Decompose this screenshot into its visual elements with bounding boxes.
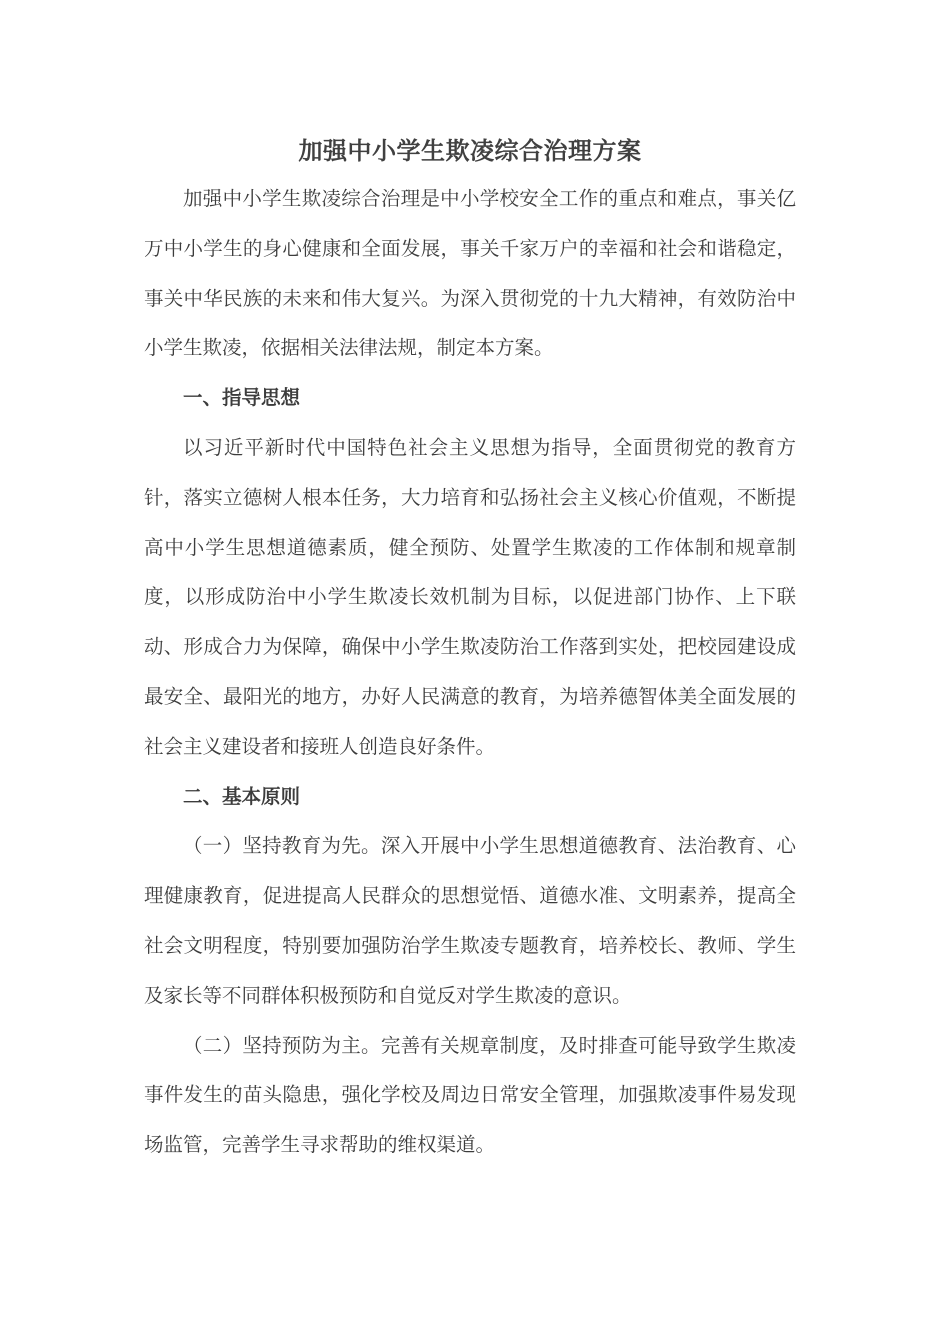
section-heading-guiding-ideology: 一、指导思想 — [183, 386, 301, 410]
principle-prevention-first-paragraph: （二）坚持预防为主。完善有关规章制度，及时排查可能导致学生欺凌事件发生的苗头隐患，强化学校及周边日常安全管理，加强欺凌事件易发现场监管，完善学生寻求帮助的维权渠道。 — [144, 1033, 796, 1157]
section-heading-basic-principles: 二、基本原则 — [183, 784, 301, 808]
document-title: 加强中小学生欺凌综合治理方案 — [298, 137, 642, 165]
guiding-ideology-paragraph: 以习近平新时代中国特色社会主义思想为指导，全面贯彻党的教育方针，落实立德树人根本任务，大力培育和弘扬社会主义核心价值观，不断提高中小学生思想道德素质，健全预防、处置学生欺凌的工作体制和规章制度，以形成防治中小学生欺凌长效机制为目标，以促进部门协作、上下联动、形成合力为保障，确保中小学生欺凌防治工作落到实处，把校园建设成最安全、最阳光的地方，办好人民满意的教育，为培养德智体美全面发展的社会主义建设者和接班人创造良好条件。 — [144, 435, 796, 758]
intro-paragraph: 加强中小学生欺凌综合治理是中小学校安全工作的重点和难点，事关亿万中小学生的身心健康和全面发展，事关千家万户的幸福和社会和谐稳定，事关中华民族的未来和伟大复兴。为深入贯彻党的十九大精神，有效防治中小学生欺凌，依据相关法律法规，制定本方案。 — [144, 187, 796, 360]
principle-education-first-paragraph: （一）坚持教育为先。深入开展中小学生思想道德教育、法治教育、心理健康教育，促进提高人民群众的思想觉悟、道德水准、文明素养，提高全社会文明程度，特别要加强防治学生欺凌专题教育，培养校长、教师、学生及家长等不同群体积极预防和自觉反对学生欺凌的意识。 — [144, 834, 796, 1007]
document-body — [144, 128, 796, 1170]
